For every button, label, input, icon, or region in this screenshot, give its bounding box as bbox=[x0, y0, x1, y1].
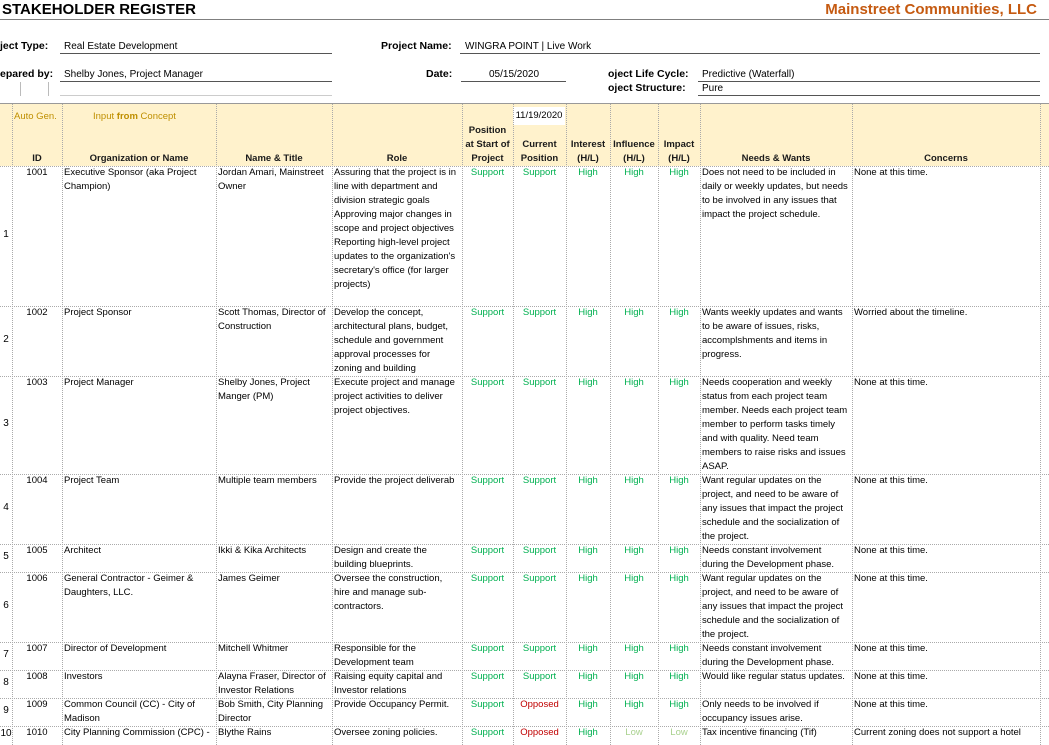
structure-label: oject Structure: bbox=[608, 82, 686, 94]
current-date-cell[interactable]: 11/19/2020 bbox=[513, 107, 565, 125]
row-number[interactable]: 6 bbox=[3, 600, 9, 611]
cell-org[interactable]: Project Sponsor bbox=[64, 307, 132, 318]
grid-line bbox=[610, 104, 611, 745]
cell-needs[interactable]: Only needs to be involved if occupancy issues arise. bbox=[702, 699, 819, 724]
col-current-line2: Position bbox=[520, 153, 559, 164]
cell-influence[interactable]: High bbox=[624, 475, 644, 486]
cell-id[interactable]: 1010 bbox=[26, 727, 48, 738]
col-impact-line2: (H/L) bbox=[668, 153, 690, 164]
col-current-position[interactable] bbox=[513, 138, 566, 166]
cell-concerns[interactable]: None at this time. bbox=[854, 545, 928, 556]
cell-separator bbox=[20, 82, 21, 96]
cell-influence[interactable]: High bbox=[624, 377, 644, 388]
cell-org[interactable]: Investors bbox=[64, 671, 103, 682]
col-position-start-line2: at Start of bbox=[465, 139, 510, 150]
project-type-label: ject Type: bbox=[0, 40, 49, 52]
cell-start[interactable]: Support bbox=[470, 573, 505, 584]
cell-needs[interactable]: Want regular updates on the project, and need to be aware of any issues that impact the project schedule and the socialization of the project. bbox=[702, 475, 843, 542]
cell-org[interactable]: Architect bbox=[64, 545, 101, 556]
cell-id[interactable]: 1004 bbox=[26, 475, 48, 486]
prepared-by-underline-2 bbox=[60, 95, 332, 96]
project-type-underline bbox=[60, 53, 332, 54]
cell-org[interactable]: Project Manager bbox=[64, 377, 134, 388]
cell-needs[interactable]: Needs constant involvement during the Development phase. bbox=[702, 545, 835, 570]
col-name[interactable]: Name & Title bbox=[245, 153, 303, 164]
grid-line bbox=[332, 104, 333, 745]
cell-current[interactable]: Opposed bbox=[520, 699, 559, 710]
cell-org[interactable]: Executive Sponsor (aka Project Champion) bbox=[64, 167, 197, 192]
cell-id[interactable]: 1003 bbox=[26, 377, 48, 388]
input-note-bold: from bbox=[116, 111, 138, 122]
cell-impact[interactable]: High bbox=[669, 671, 689, 682]
cell-influence[interactable]: High bbox=[624, 167, 644, 178]
grid-line bbox=[462, 104, 463, 745]
life-cycle-value[interactable]: Predictive (Waterfall) bbox=[702, 69, 795, 80]
title-divider bbox=[0, 19, 1049, 20]
cell-impact[interactable]: Low bbox=[670, 727, 688, 738]
cell-impact[interactable]: High bbox=[669, 307, 689, 318]
cell-interest[interactable]: High bbox=[578, 699, 598, 710]
cell-start[interactable]: Support bbox=[470, 699, 505, 710]
row-number[interactable]: 1 bbox=[3, 229, 9, 240]
cell-role[interactable]: Develop the concept, architectural plans, budget, schedule and government approval processes for zoning and building bbox=[334, 307, 449, 374]
cell-role[interactable]: Design and create the building blueprints. bbox=[334, 545, 427, 570]
cell-interest[interactable]: High bbox=[578, 475, 598, 486]
cell-role[interactable]: Raising equity capital and Investor relations bbox=[334, 671, 443, 696]
cell-needs[interactable]: Needs cooperation and weekly status from each project team member. Needs each project team member to perform tasks timely and with quality. Need team members to raise risks and issues ASAP. bbox=[702, 377, 848, 472]
cell-id[interactable]: 1009 bbox=[26, 699, 48, 710]
cell-current[interactable]: Support bbox=[522, 475, 557, 486]
cell-name[interactable]: Blythe Rains bbox=[218, 727, 272, 738]
cell-current[interactable]: Support bbox=[522, 545, 557, 556]
cell-role[interactable]: Provide the project deliverab bbox=[334, 475, 455, 486]
cell-concerns[interactable]: Worried about the timeline. bbox=[854, 307, 968, 318]
col-influence[interactable] bbox=[610, 138, 658, 166]
project-name-underline bbox=[460, 53, 1040, 54]
cell-needs[interactable]: Wants weekly updates and wants to be aware of issues, risks, accomplshments and items in progress. bbox=[702, 307, 843, 360]
cell-name[interactable]: Shelby Jones, Project Manger (PM) bbox=[218, 377, 310, 402]
date-value[interactable]: 05/15/2020 bbox=[489, 69, 540, 80]
cell-start[interactable]: Support bbox=[470, 475, 505, 486]
cell-impact[interactable]: High bbox=[669, 573, 689, 584]
cell-influence[interactable]: High bbox=[624, 699, 644, 710]
grid-line bbox=[513, 104, 514, 745]
cell-concerns[interactable]: None at this time. bbox=[854, 377, 928, 388]
cell-role[interactable]: Responsible for the Development team bbox=[334, 643, 416, 668]
col-influence-line1: Influence bbox=[613, 139, 655, 150]
grid-line bbox=[852, 104, 853, 745]
life-cycle-label: oject Life Cycle: bbox=[608, 68, 689, 80]
cell-current[interactable]: Support bbox=[522, 643, 557, 654]
cell-current[interactable]: Support bbox=[522, 377, 557, 388]
col-influence-line2: (H/L) bbox=[623, 153, 645, 164]
cell-current[interactable]: Support bbox=[522, 671, 557, 682]
life-cycle-underline bbox=[698, 81, 1040, 82]
cell-current[interactable]: Support bbox=[522, 307, 557, 318]
col-interest-line1: Interest bbox=[570, 139, 606, 150]
cell-name[interactable]: Jordan Amari, Mainstreet Owner bbox=[218, 167, 324, 192]
input-note-post: Concept bbox=[137, 111, 176, 122]
row-number[interactable]: 8 bbox=[3, 677, 9, 688]
cell-separator bbox=[48, 82, 49, 96]
grid-line bbox=[700, 104, 701, 745]
cell-id[interactable]: 1008 bbox=[26, 671, 48, 682]
grid-line bbox=[1040, 104, 1041, 745]
col-impact-line1: Impact bbox=[663, 139, 695, 150]
col-interest-line2: (H/L) bbox=[577, 153, 599, 164]
cell-impact[interactable]: High bbox=[669, 545, 689, 556]
cell-org[interactable]: Director of Development bbox=[64, 643, 167, 654]
cell-start[interactable]: Support bbox=[470, 671, 505, 682]
cell-interest[interactable]: High bbox=[578, 727, 598, 738]
cell-org[interactable]: General Contractor - Geimer & Daughters, LLC. bbox=[64, 573, 194, 598]
cell-impact[interactable]: High bbox=[669, 377, 689, 388]
col-id[interactable]: ID bbox=[32, 153, 42, 164]
cell-id[interactable]: 1005 bbox=[26, 545, 48, 556]
date-label: Date: bbox=[426, 68, 453, 80]
company-name: Mainstreet Communities, LLC bbox=[825, 1, 1037, 18]
grid-line bbox=[658, 104, 659, 745]
cell-org[interactable]: City Planning Commission (CPC) - bbox=[64, 727, 210, 738]
cell-id[interactable]: 1002 bbox=[26, 307, 48, 318]
grid-line bbox=[566, 104, 567, 745]
cell-name[interactable]: James Geimer bbox=[218, 573, 280, 584]
cell-interest[interactable]: High bbox=[578, 573, 598, 584]
cell-name[interactable]: Multiple team members bbox=[218, 475, 317, 486]
row-number[interactable]: 5 bbox=[3, 551, 9, 562]
cell-needs[interactable]: Does not need to be included in daily or weekly updates, but needs to be involved in any issues that impact the project schedule. bbox=[702, 167, 848, 220]
cell-interest[interactable]: High bbox=[578, 671, 598, 682]
cell-name[interactable]: Mitchell Whitmer bbox=[218, 643, 289, 654]
row-number[interactable]: 10 bbox=[0, 728, 12, 739]
cell-start[interactable]: Support bbox=[470, 545, 505, 556]
cell-impact[interactable]: High bbox=[669, 643, 689, 654]
col-position-start-line3: Project bbox=[471, 153, 504, 164]
project-type-value[interactable]: Real Estate Development bbox=[64, 41, 178, 52]
table-top-border bbox=[0, 103, 1049, 104]
cell-influence[interactable]: High bbox=[624, 307, 644, 318]
col-position-start[interactable] bbox=[462, 124, 513, 166]
cell-influence[interactable]: High bbox=[624, 643, 644, 654]
cell-start[interactable]: Support bbox=[470, 643, 505, 654]
row-number[interactable]: 9 bbox=[3, 705, 9, 716]
cell-role[interactable]: Oversee the construction, hire and manage sub-contractors. bbox=[334, 573, 443, 612]
cell-needs[interactable]: Want regular updates on the project, and need to be aware of any issues that impact the project schedule and the socialization of the project. bbox=[702, 573, 843, 640]
cell-org[interactable]: Project Team bbox=[64, 475, 120, 486]
row-number[interactable]: 3 bbox=[3, 418, 9, 429]
cell-impact[interactable]: High bbox=[669, 475, 689, 486]
cell-interest[interactable]: High bbox=[578, 545, 598, 556]
cell-concerns[interactable]: None at this time. bbox=[854, 643, 928, 654]
cell-name[interactable]: Bob Smith, City Planning Director bbox=[218, 699, 324, 724]
auto-gen-note: Auto Gen. bbox=[14, 111, 57, 122]
col-interest[interactable] bbox=[566, 138, 610, 166]
row-number[interactable]: 7 bbox=[3, 649, 9, 660]
cell-id[interactable]: 1007 bbox=[26, 643, 48, 654]
cell-concerns[interactable]: Current zoning does not support a hotel bbox=[854, 727, 1021, 738]
cell-interest[interactable]: High bbox=[578, 167, 598, 178]
cell-start[interactable]: Support bbox=[470, 377, 505, 388]
cell-interest[interactable]: High bbox=[578, 307, 598, 318]
cell-role[interactable]: Execute project and manage project activities to deliver project objectives. bbox=[334, 377, 455, 416]
cell-concerns[interactable]: None at this time. bbox=[854, 167, 928, 178]
cell-role[interactable]: Oversee zoning policies. bbox=[334, 727, 438, 738]
grid-line bbox=[12, 104, 13, 745]
cell-influence[interactable]: Low bbox=[625, 727, 643, 738]
cell-id[interactable]: 1006 bbox=[26, 573, 48, 584]
cell-current[interactable]: Support bbox=[522, 167, 557, 178]
grid-line bbox=[62, 104, 63, 745]
cell-name[interactable]: Alayna Fraser, Director of Investor Relations bbox=[218, 671, 326, 696]
cell-role[interactable]: Assuring that the project is in line with department and division strategic goals Approving major changes in scope and project objectives Reporting high-level project updates to the organization's secretary's office (for larger projects) bbox=[334, 167, 456, 290]
cell-concerns[interactable]: None at this time. bbox=[854, 671, 928, 682]
cell-interest[interactable]: High bbox=[578, 643, 598, 654]
cell-needs[interactable]: Needs constant involvement during the Development phase. bbox=[702, 643, 835, 668]
cell-name[interactable]: Ikki & Kika Architects bbox=[218, 545, 307, 556]
prepared-by-underline bbox=[60, 81, 332, 82]
cell-impact[interactable]: High bbox=[669, 167, 689, 178]
page-title: STAKEHOLDER REGISTER bbox=[2, 1, 196, 18]
col-concerns[interactable]: Concerns bbox=[924, 153, 968, 164]
col-impact[interactable] bbox=[658, 138, 700, 166]
cell-interest[interactable]: High bbox=[578, 377, 598, 388]
prepared-by-label: epared by: bbox=[0, 68, 54, 80]
cell-start[interactable]: Support bbox=[470, 307, 505, 318]
col-role[interactable]: Role bbox=[386, 153, 408, 164]
input-from-note bbox=[93, 111, 176, 122]
row-number[interactable]: 4 bbox=[3, 502, 9, 513]
cell-id[interactable]: 1001 bbox=[26, 167, 48, 178]
col-org[interactable]: Organization or Name bbox=[89, 153, 189, 164]
col-current-line1: Current bbox=[522, 139, 557, 150]
cell-needs[interactable]: Would like regular status updates. bbox=[702, 671, 845, 682]
cell-concerns[interactable]: None at this time. bbox=[854, 573, 928, 584]
row-number[interactable]: 2 bbox=[3, 334, 9, 345]
cell-influence[interactable]: High bbox=[624, 545, 644, 556]
cell-role[interactable]: Provide Occupancy Permit. bbox=[334, 699, 450, 710]
input-note-pre: Input bbox=[93, 111, 117, 122]
cell-influence[interactable]: High bbox=[624, 671, 644, 682]
cell-start[interactable]: Support bbox=[470, 167, 505, 178]
project-name-label: Project Name: bbox=[381, 40, 452, 52]
grid-line bbox=[216, 104, 217, 745]
cell-org[interactable]: Common Council (CC) - City of Madison bbox=[64, 699, 195, 724]
project-name-value[interactable]: WINGRA POINT | Live Work bbox=[465, 41, 592, 52]
cell-start[interactable]: Support bbox=[470, 727, 505, 738]
cell-impact[interactable]: High bbox=[669, 699, 689, 710]
date-underline bbox=[461, 81, 566, 82]
col-needs[interactable]: Needs & Wants bbox=[741, 153, 811, 164]
cell-concerns[interactable]: None at this time. bbox=[854, 699, 928, 710]
cell-influence[interactable]: High bbox=[624, 573, 644, 584]
structure-underline bbox=[698, 95, 1040, 96]
cell-current[interactable]: Support bbox=[522, 573, 557, 584]
title-bar bbox=[0, 0, 1049, 20]
col-position-start-line1: Position bbox=[468, 125, 507, 136]
cell-name[interactable]: Scott Thomas, Director of Construction bbox=[218, 307, 326, 332]
structure-value[interactable]: Pure bbox=[702, 83, 724, 94]
prepared-by-value[interactable]: Shelby Jones, Project Manager bbox=[64, 69, 203, 80]
cell-needs[interactable]: Tax incentive financing (Tif) bbox=[702, 727, 817, 738]
cell-concerns[interactable]: None at this time. bbox=[854, 475, 928, 486]
cell-current[interactable]: Opposed bbox=[520, 727, 559, 738]
